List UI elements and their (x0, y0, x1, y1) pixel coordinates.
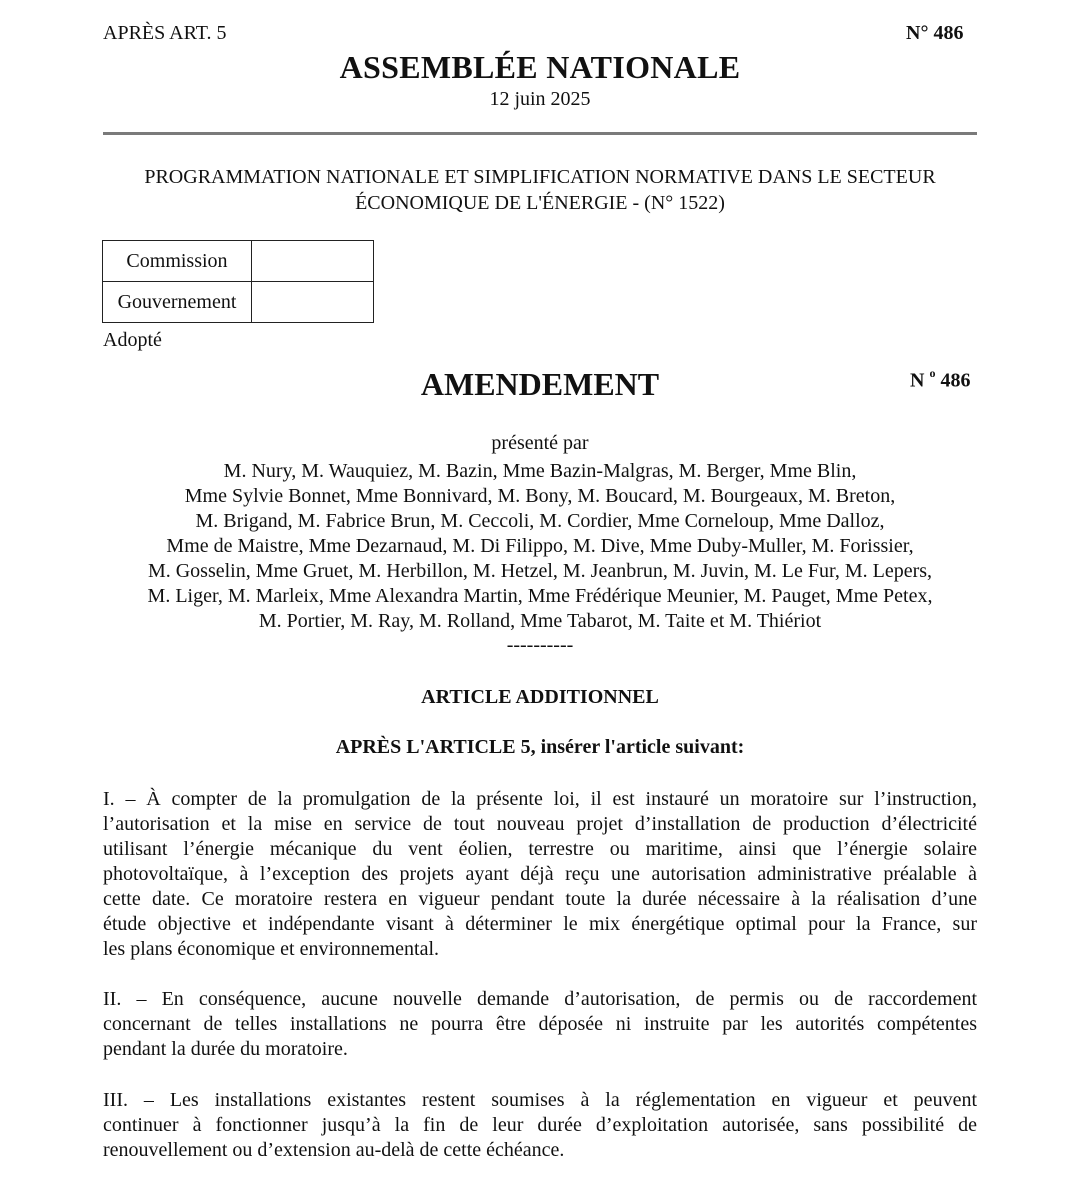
paragraph-line: l’autorisation et la mise en service de tout nouveau projet d’installation de production d’électricité (103, 813, 977, 835)
amendment-number-sup: o (929, 366, 936, 380)
authors-line: M. Nury, M. Wauquiez, M. Bazin, Mme Bazin-Malgras, M. Berger, Mme Blin, (223, 460, 857, 482)
paragraph-line: continuer à fonctionner jusqu’à la fin de leur durée d’exploitation autorisée, sans possibilité de (103, 1114, 977, 1136)
status-table (102, 240, 374, 323)
paragraph-line: utilisant l’énergie mécanique du vent éolien, terrestre ou maritime, ainsi que l’énergie solaire (103, 838, 977, 860)
paragraph-iii (103, 1088, 977, 1163)
header-divider (103, 132, 977, 135)
paragraph-line: photovoltaïque, à l’exception des projets ayant déjà reçu une autorisation administrative préalable à (103, 863, 977, 885)
authors-line: M. Brigand, M. Fabrice Brun, M. Ceccoli, M. Cordier, Mme Corneloup, Mme Dalloz, (195, 510, 885, 532)
paragraph-line: concernant de telles installations ne pourra être déposée ni instruite par les autorités compétentes (103, 1013, 977, 1035)
paragraph-line: III. – Les installations existantes restent soumises à la réglementation en vigueur et peuvent (103, 1089, 977, 1111)
bill-title (90, 164, 990, 216)
position-label: APRÈS ART. 5 (103, 22, 227, 44)
paragraph-line: I. – À compter de la promulgation de la présente loi, il est instauré un moratoire sur l’instruction, (103, 788, 977, 810)
paragraph-line: cette date. Ce moratoire restera en vigueur pendant toute la durée nécessaire à la réalisation d’une (103, 888, 977, 910)
presented-by: présenté par (491, 432, 589, 454)
article-instruction: APRÈS L'ARTICLE 5, insérer l'article suivant: (335, 736, 745, 758)
status-value (252, 282, 374, 323)
authors-line: Mme de Maistre, Mme Dezarnaud, M. Di Filippo, M. Dive, Mme Duby-Muller, M. Forissier, (166, 535, 914, 557)
paragraph-line: renouvellement ou d’extension au-delà de cette échéance. (103, 1139, 565, 1161)
status-value (252, 241, 374, 282)
amendment-number-value: 486 (940, 369, 971, 392)
status-label: Commission (103, 241, 252, 282)
paragraph-i (103, 787, 977, 962)
authors-line: Mme Sylvie Bonnet, Mme Bonnivard, M. Bony, M. Boucard, M. Bourgeaux, M. Breton, (184, 485, 896, 507)
paragraph-line: les plans économique et environnemental. (103, 938, 440, 960)
status-row-commission (103, 241, 374, 282)
status-row-government (103, 282, 374, 323)
paragraph-ii (103, 987, 977, 1062)
paragraph-line: étude objective et indépendante visant à déterminer le mix énergétique optimal pour la France, sur (103, 913, 977, 935)
authors-line: M. Portier, M. Ray, M. Rolland, Mme Tabarot, M. Taite et M. Thiériot (258, 610, 822, 632)
amendment-number (910, 368, 970, 393)
assembly-title: ASSEMBLÉE NATIONALE (339, 49, 741, 85)
outcome-label: Adopté (103, 329, 162, 351)
paragraph-line: II. – En conséquence, aucune nouvelle demande d’autorisation, de permis ou de raccordement (103, 988, 977, 1010)
authors-line: M. Gosselin, Mme Gruet, M. Herbillon, M. Hetzel, M. Jeanbrun, M. Juvin, M. Le Fur, M. Lepers, (147, 560, 933, 582)
amendment-number-prefix: N (910, 369, 925, 392)
section-separator: ---------- (506, 634, 574, 656)
status-label: Gouvernement (103, 282, 252, 323)
amendment-number-header: N° 486 (906, 22, 964, 44)
document-date: 12 juin 2025 (489, 88, 591, 110)
paragraph-line: pendant la durée du moratoire. (103, 1038, 348, 1060)
amendment-title: AMENDEMENT (420, 366, 660, 402)
article-title: ARTICLE ADDITIONNEL (421, 686, 659, 708)
bill-title-line: PROGRAMMATION NATIONALE ET SIMPLIFICATION NORMATIVE DANS LE SECTEUR (144, 166, 936, 188)
authors-list (90, 459, 990, 634)
bill-title-line: ÉCONOMIQUE DE L'ÉNERGIE - (N° 1522) (355, 192, 725, 214)
authors-line: M. Liger, M. Marleix, Mme Alexandra Martin, Mme Frédérique Meunier, M. Pauget, Mme Petex, (147, 585, 933, 607)
